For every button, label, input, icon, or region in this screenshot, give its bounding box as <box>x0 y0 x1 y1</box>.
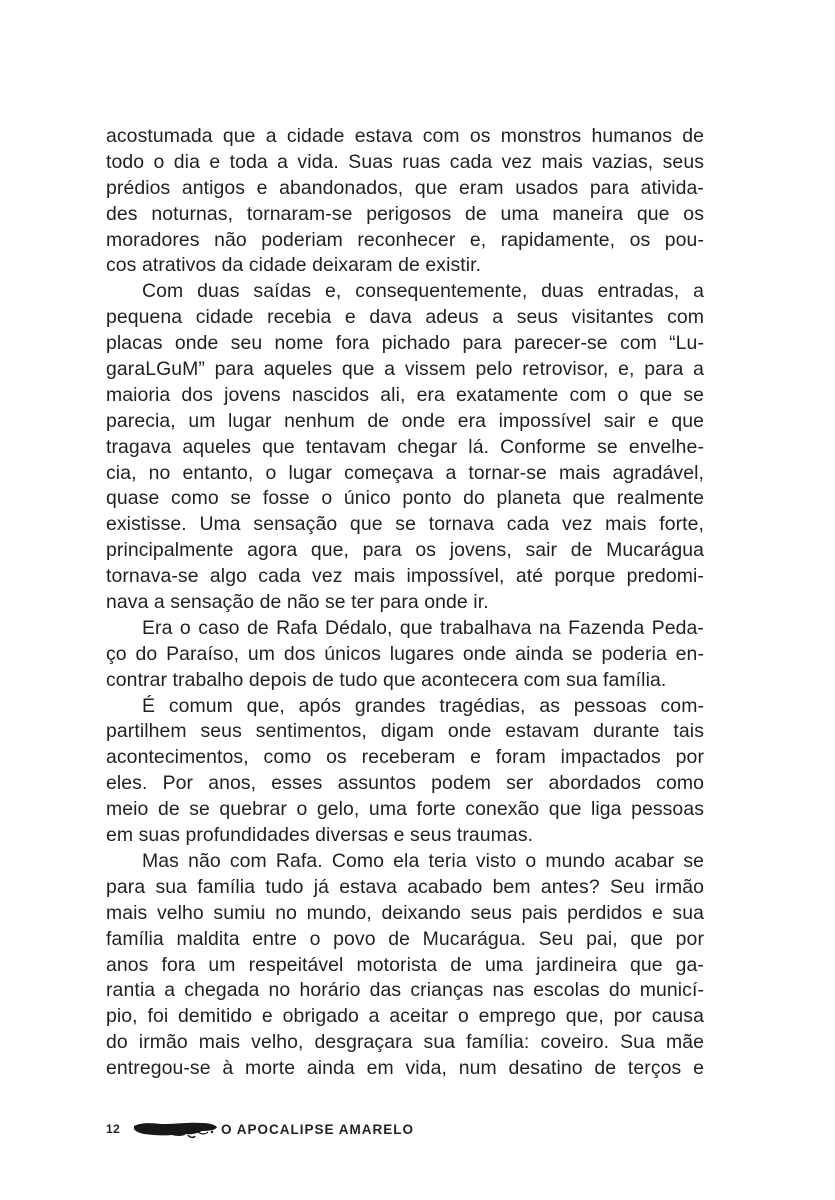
running-title: O APOCALIPSE AMARELO <box>221 1121 415 1137</box>
text-line: acontecimentos, como os receberam e foram impactados por <box>106 746 704 769</box>
page-footer <box>106 1117 414 1141</box>
text-line: todo o dia e toda a vida. Suas ruas cada vez mais vazias, seus <box>106 150 704 173</box>
text-line: maioria dos jovens nascidos ali, era exatamente com o que se <box>106 383 704 406</box>
text-line: mais velho sumiu no mundo, deixando seus pais perdidos e sua <box>106 901 704 924</box>
text-line: tornava-se algo cada vez mais impossível, até porque predomi- <box>106 565 704 588</box>
text-line: partilhem seus sentimentos, digam onde estavam durante tais <box>106 720 704 743</box>
text-line: nava a sensação de não se ter para onde ir. <box>106 591 489 614</box>
text-line: família maldita entre o povo de Mucarágua. Seu pai, que por <box>106 927 704 950</box>
brush-stroke-icon <box>132 1118 218 1140</box>
text-line: prédios antigos e abandonados, que eram usados para ativida- <box>106 176 704 199</box>
page-number: 12 <box>106 1122 121 1136</box>
text-line: existisse. Uma sensação que se tornava cada vez mais forte, <box>106 513 704 536</box>
text-line: cia, no entanto, o lugar começava a tornar-se mais agradável, <box>106 461 704 484</box>
text-line: pequena cidade recebia e dava adeus a seus visitantes com <box>106 306 704 329</box>
text-line: quase como se fosse o único ponto do planeta que realmente <box>106 487 704 510</box>
text-line: acostumada que a cidade estava com os monstros humanos de <box>106 125 704 147</box>
text-line: parecia, um lugar nenhum de onde era impossível sair e que <box>106 409 704 432</box>
text-line: rantia a chegada no horário das crianças nas escolas do municí- <box>106 979 704 1002</box>
text-line: Mas não com Rafa. Como ela teria visto o mundo acabar se <box>142 849 704 872</box>
text-line: anos fora um respeitável motorista de uma jardineira que ga- <box>106 953 704 976</box>
text-line: principalmente agora que, para os jovens, sair de Mucarágua <box>106 539 704 562</box>
text-line: Com duas saídas e, consequentemente, duas entradas, a <box>142 280 704 303</box>
text-line: ço do Paraíso, um dos únicos lugares onde ainda se poderia en- <box>106 642 704 665</box>
text-line: cos atrativos da cidade deixaram de existir. <box>106 254 482 277</box>
text-line: moradores não poderiam reconhecer e, rapidamente, os pou- <box>106 228 704 251</box>
text-line: meio de se quebrar o gelo, uma forte conexão que liga pessoas <box>106 798 704 821</box>
text-line: Era o caso de Rafa Dédalo, que trabalhava na Fazenda Peda- <box>142 616 704 639</box>
text-line: des noturnas, tornaram-se perigosos de uma maneira que os <box>106 202 704 225</box>
text-line: contrar trabalho depois de tudo que acontecera com sua família. <box>106 668 667 691</box>
text-line: É comum que, após grandes tragédias, as pessoas com- <box>142 694 704 717</box>
text-line: placas onde seu nome fora pichado para parecer-se com “Lu- <box>106 332 704 355</box>
body-text <box>106 124 704 1082</box>
text-line: pio, foi demitido e obrigado a aceitar o emprego que, por causa <box>106 1005 704 1028</box>
text-line: entregou-se à morte ainda em vida, num desatino de terços e <box>106 1057 704 1080</box>
text-line: para sua família tudo já estava acabado bem antes? Seu irmão <box>106 875 704 898</box>
text-line: do irmão mais velho, desgraçara sua família: coveiro. Sua mãe <box>106 1031 704 1054</box>
text-line: tragava aqueles que tentavam chegar lá. Conforme se envelhe- <box>106 435 704 458</box>
text-line: em suas profundidades diversas e seus traumas. <box>106 824 534 847</box>
text-line: garaLGuM” para aqueles que a vissem pelo retrovisor, e, para a <box>106 358 704 381</box>
text-line: eles. Por anos, esses assuntos podem ser abordados como <box>106 772 704 795</box>
